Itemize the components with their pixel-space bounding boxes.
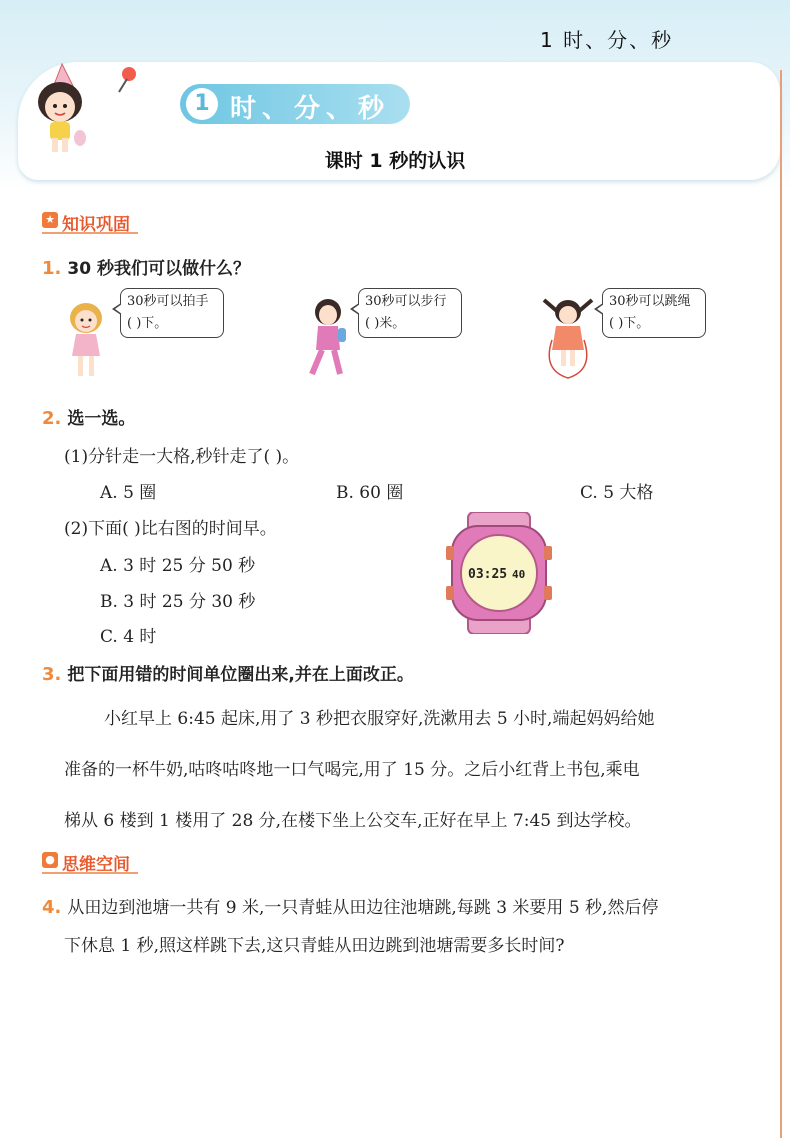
question-3-text: 把下面用错的时间单位圈出来,并在上面改正。	[67, 665, 414, 685]
unit-banner	[180, 84, 410, 124]
girl-clapping-illustration	[60, 298, 112, 382]
speech-bubble-jump	[602, 288, 706, 338]
paragraph-line-2: 准备的一杯牛奶,咕咚咕咚地一口气喝完,用了 15 分。之后小红背上书包,乘电	[64, 760, 640, 780]
question-3-paragraph	[64, 694, 764, 847]
girl-mascot-illustration	[22, 62, 102, 157]
bubble-tail-fill	[353, 304, 360, 314]
watch-seconds: 40	[512, 568, 526, 581]
watch-time: 03:25	[468, 567, 508, 582]
bubble-tail-fill	[597, 304, 604, 314]
question-2-part2: (2)下面( )比右图的时间早。	[64, 519, 277, 539]
option-2-2-c: C. 4 时	[100, 627, 157, 647]
speech-bubble-walk	[358, 288, 462, 338]
question-3	[42, 660, 414, 685]
option-2-1-c: C. 5 大格	[580, 483, 654, 503]
question-4-line2: 下休息 1 秒,照这样跳下去,这只青蛙从田边跳到池塘需要多长时间?	[64, 936, 565, 956]
question-4-number: 4.	[42, 897, 62, 918]
section-thinking-label: 思维空间	[62, 855, 130, 875]
unit-number: 1	[186, 88, 218, 120]
girl-walking-illustration	[300, 294, 354, 380]
bubble-clap-line1: 30秒可以拍手	[127, 294, 209, 309]
option-2-2-a: A. 3 时 25 分 50 秒	[100, 556, 256, 576]
question-4-line1: 从田边到池塘一共有 9 米,一只青蛙从田边往池塘跳,每跳 3 米要用 5 秒,然后停	[67, 898, 659, 918]
bubble-clap-line2: ( )下。	[127, 316, 168, 331]
bubble-jump-line1: 30秒可以跳绳	[609, 294, 691, 309]
question-2-part1: (1)分针走一大格,秒针走了( )。	[64, 447, 300, 467]
question-2-text: 选一选。	[67, 409, 136, 429]
section-knowledge	[42, 210, 138, 234]
section-thinking	[42, 850, 138, 874]
unit-title: 时、分、秒	[230, 94, 391, 124]
question-2	[42, 404, 135, 429]
question-1-number: 1.	[42, 258, 62, 279]
girl-jump-rope-illustration	[536, 290, 600, 382]
question-4	[42, 893, 658, 918]
star-house-icon: ★	[42, 212, 58, 228]
question-3-number: 3.	[42, 664, 62, 685]
paragraph-line-3: 梯从 6 楼到 1 楼用了 28 分,在楼下坐上公交车,正好在早上 7:45 到达学校。	[64, 811, 642, 831]
running-title: 1 时、分、秒	[540, 28, 674, 52]
bubble-walk-line1: 30秒可以步行	[365, 294, 447, 309]
question-2-number: 2.	[42, 408, 62, 429]
digital-watch-illustration	[446, 512, 552, 634]
question-1	[42, 254, 250, 279]
option-2-1-a: A. 5 圈	[100, 483, 157, 503]
bubble-tail-fill	[115, 304, 122, 314]
lightbulb-icon: ●	[42, 852, 58, 868]
speech-bubble-clap	[120, 288, 224, 338]
page-edge-line	[780, 70, 782, 1138]
bubble-walk-line2: ( )米。	[365, 316, 406, 331]
question-1-text: 30 秒我们可以做什么？	[67, 259, 250, 279]
lesson-title: 课时 1 秒的认识	[324, 150, 466, 172]
section-knowledge-label: 知识巩固	[62, 215, 130, 235]
option-2-2-b: B. 3 时 25 分 30 秒	[100, 592, 256, 612]
option-2-1-b: B. 60 圈	[336, 483, 404, 503]
paragraph-line-1: 小红早上 6:45 起床,用了 3 秒把衣服穿好,洗漱用去 5 小时,端起妈妈给她	[104, 709, 655, 729]
bubble-jump-line2: ( )下。	[609, 316, 650, 331]
pushpin-icon	[115, 66, 139, 94]
